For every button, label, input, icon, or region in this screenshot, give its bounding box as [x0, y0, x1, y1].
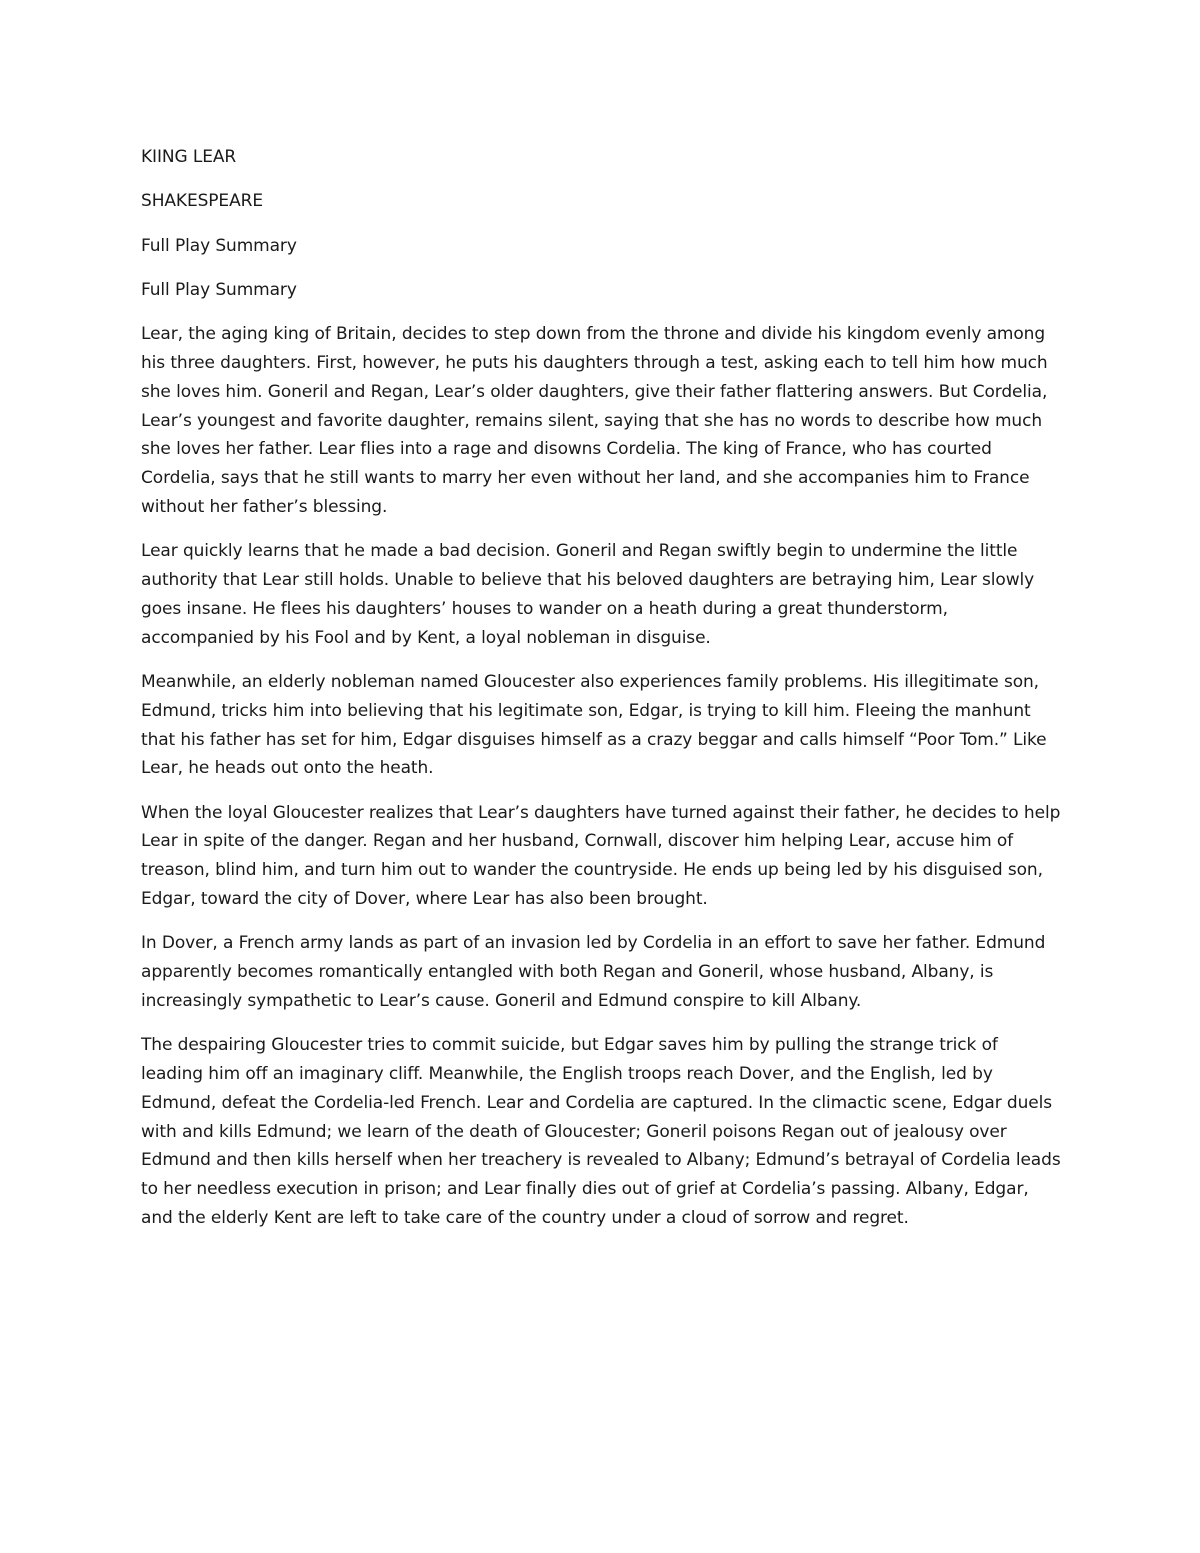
- paragraph-3: Meanwhile, an elderly nobleman named Gloucester also experiences family problems. His illegitimate son, Edmund, tricks him into believing that his legitimate son, Edgar, is trying to kill him. Fleeing the manhunt that his father has set for him, Edgar disguises himself as a crazy beggar and calls himself “Poor Tom.” Like Lear, he heads out onto the heath.: [141, 671, 1047, 779]
- paragraph-6: The despairing Gloucester tries to commit suicide, but Edgar saves him by pulling the strange trick of leading him off an imaginary cliff. Meanwhile, the English troops reach Dover, and the English, led by Edmund, defeat the Cordelia-led French. Lear and Cordelia are captured. In the climactic scene, Edgar duels with and kills Edmund; we learn of the death of Gloucester; Goneril poisons Regan out of jealousy over Edmund and then kills herself when her treachery is revealed to Albany; Edmund’s betrayal of Cordelia leads to her needless execution in prison; and Lear finally dies out of grief at Cordelia’s passing. Albany, Edgar, and the elderly Kent are left to take care of the country under a cloud of sorrow and regret.: [141, 1035, 1061, 1228]
- section-heading-repeat: Full Play Summary: [141, 279, 297, 300]
- paragraph-2: Lear quickly learns that he made a bad decision. Goneril and Regan swiftly begin to undermine the little authority that Lear still holds. Unable to believe that his beloved daughters are betraying him, Lear slowly goes insane. He flees his daughters’ houses to wander on a heath during a great thunderstorm, accompanied by his Fool and by Kent, a loyal nobleman in disguise.: [141, 541, 1035, 648]
- paragraph-4: When the loyal Gloucester realizes that Lear’s daughters have turned against their father, he decides to help Lear in spite of the danger. Regan and her husband, Cornwall, discover him helping Lear, accuse him of treason, blind him, and turn him out to wander the countryside. He ends up being led by his disguised son, Edgar, toward the city of Dover, where Lear has also been brought.: [141, 802, 1061, 910]
- document-author: SHAKESPEARE: [141, 191, 263, 212]
- document-title: KIING LEAR: [141, 147, 237, 167]
- paragraph-1: Lear, the aging king of Britain, decides to step down from the throne and divide his kingdom evenly among his three daughters. First, however, he puts his daughters through a test, asking each to tell him how much she loves him. Goneril and Regan, Lear’s older daughters, give their father flattering answers. But Cordelia, Lear’s youngest and favorite daughter, remains silent, saying that she has no words to describe how much she loves her father. Lear flies into a rage and disowns Cordelia. The king of France, who has courted Cordelia, says that he still wants to marry her even without her land, and she accompanies him to France without her father’s blessing.: [141, 324, 1048, 517]
- paragraph-5: In Dover, a French army lands as part of an invasion led by Cordelia in an effort to save her father. Edmund apparently becomes romantically entangled with both Regan and Goneril, whose husband, Albany, is increasingly sympathetic to Lear’s cause. Goneril and Edmund conspire to kill Albany.: [141, 933, 1046, 1011]
- document-body: [141, 143, 1063, 1248]
- section-heading: Full Play Summary: [141, 235, 297, 256]
